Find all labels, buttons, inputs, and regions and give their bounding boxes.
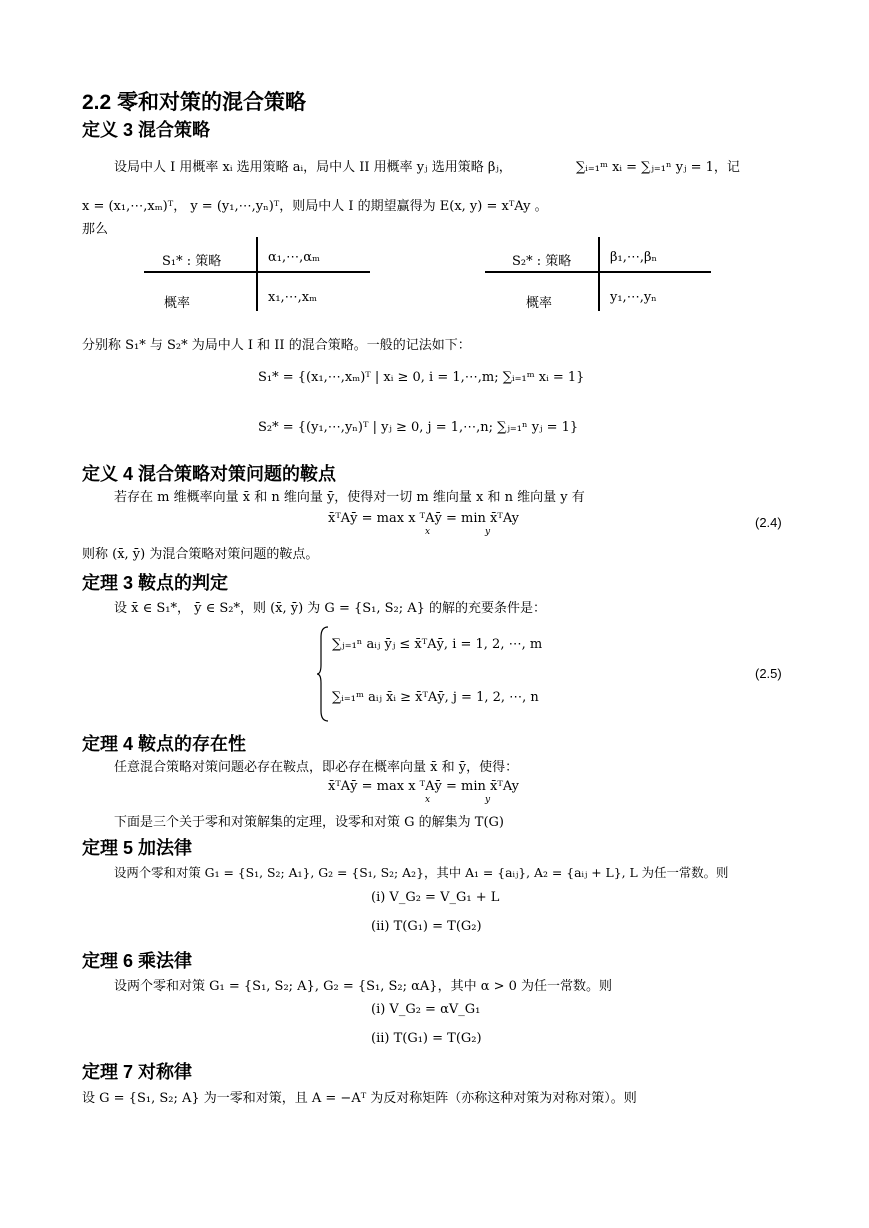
def4-line1: 若存在 m 维概率向量 x̄ 和 n 维向量 ȳ，使得对一切 m 维向量 x 和 n 维向量 y 有 [114, 490, 585, 505]
table1-vline [256, 237, 258, 311]
def3-line3: 那么 [82, 222, 109, 237]
table2-r1c1: S₂* : 策略 [512, 254, 572, 269]
def3-line4: 分别称 S₁* 与 S₂* 为局中人 I 和 II 的混合策略。一般的记法如下： [82, 338, 471, 353]
table1-r1c2: α₁,⋯,αₘ [268, 250, 321, 265]
thm6-item2: (ii) T(G₁) = T(G₂) [371, 1031, 482, 1046]
section-title: 2.2 零和对策的混合策略 [82, 91, 307, 114]
table2-r1c2: β₁,⋯,βₙ [610, 250, 658, 265]
thm4-eq-sub-y: y [485, 795, 491, 805]
thm3-eq1: ∑ⱼ₌₁ⁿ aᵢⱼ ȳⱼ ≤ x̄ᵀAȳ, i = 1, 2, ⋯, m [332, 637, 543, 652]
thm3-heading: 定理 3 鞍点的判定 [82, 573, 229, 593]
thm4-line2: 下面是三个关于零和对策解集的定理，设零和对策 G 的解集为 T(G) [114, 815, 504, 830]
table1-r1c1: S₁* : 策略 [162, 254, 222, 269]
thm3-eqno: (2.5) [755, 666, 782, 681]
def4-eq-sub-y: y [485, 527, 491, 537]
table2-r2c2: y₁,⋯,yₙ [610, 290, 657, 305]
thm5-line1: 设两个零和对策 G₁ = {S₁, S₂; A₁}, G₂ = {S₁, S₂; A₂}，其中 A₁ = {aᵢⱼ}, A₂ = {aᵢⱼ + L}, L 为任一常数。则 [114, 865, 729, 880]
thm3-line1: 设 x̄ ∈ S₁*， ȳ ∈ S₂*，则 (x̄, ȳ) 为 G = {S₁, S₂; A} 的解的充要条件是： [114, 601, 547, 616]
table2-vline [598, 237, 600, 311]
def4-eq-sub-x: x [425, 527, 431, 537]
thm5-heading: 定理 5 加法律 [82, 838, 193, 858]
def4-line2: 则称 (x̄, ȳ) 为混合策略对策问题的鞍点。 [82, 547, 319, 562]
thm4-equation: x̄ᵀAȳ = max x ᵀAȳ = min x̄ᵀAy [328, 779, 520, 794]
def3-line1: 设局中人 I 用概率 xᵢ 选用策略 aᵢ，局中人 II 用概率 yⱼ 选用策略 βⱼ， [114, 160, 512, 175]
def3-eq-s1: S₁* = {(x₁,⋯,xₘ)ᵀ | xᵢ ≥ 0, i = 1,⋯,m; ∑ᵢ₌₁ᵐ xᵢ = 1} [258, 370, 585, 385]
thm4-heading: 定理 4 鞍点的存在性 [82, 734, 247, 754]
def3-line2: x = (x₁,⋯,xₘ)ᵀ， y = (y₁,⋯,yₙ)ᵀ，则局中人 I 的期望赢得为 E(x, y) = xᵀAy 。 [82, 199, 548, 214]
def3-heading: 定义 3 混合策略 [82, 120, 211, 140]
thm4-line1: 任意混合策略对策问题必存在鞍点，即必存在概率向量 x̄ 和 ȳ，使得： [114, 760, 519, 775]
def3-sum-constraint: ∑ᵢ₌₁ᵐ xᵢ = ∑ⱼ₌₁ⁿ yⱼ = 1，记 [576, 160, 740, 175]
def4-eqno: (2.4) [755, 515, 782, 530]
thm5-item2: (ii) T(G₁) = T(G₂) [371, 919, 482, 934]
thm6-line1: 设两个零和对策 G₁ = {S₁, S₂; A}, G₂ = {S₁, S₂; αA}，其中 α > 0 为任一常数。则 [114, 979, 613, 994]
def4-heading: 定义 4 混合策略对策问题的鞍点 [82, 464, 337, 484]
table2-r2c1: 概率 [526, 296, 553, 311]
def4-equation: x̄ᵀAȳ = max x ᵀAȳ = min x̄ᵀAy [328, 511, 520, 526]
table1-r2c1: 概率 [164, 296, 191, 311]
thm7-heading: 定理 7 对称律 [82, 1062, 193, 1082]
thm6-heading: 定理 6 乘法律 [82, 951, 193, 971]
table1-r2c2: x₁,⋯,xₘ [268, 290, 318, 305]
thm6-item1: (i) V_G₂ = αV_G₁ [371, 1002, 481, 1017]
thm7-line1: 设 G = {S₁, S₂; A} 为一零和对策，且 A = −Aᵀ 为反对称矩阵（亦称这种对策为对称对策）。则 [82, 1091, 637, 1106]
thm5-item1: (i) V_G₂ = V_G₁ + L [371, 890, 500, 905]
brace-icon [316, 625, 330, 723]
thm4-eq-sub-x: x [425, 795, 431, 805]
thm3-eq2: ∑ᵢ₌₁ᵐ aᵢⱼ x̄ᵢ ≥ x̄ᵀAȳ, j = 1, 2, ⋯, n [332, 690, 539, 705]
def3-eq-s2: S₂* = {(y₁,⋯,yₙ)ᵀ | yⱼ ≥ 0, j = 1,⋯,n; ∑ⱼ₌₁ⁿ yⱼ = 1} [258, 420, 579, 435]
